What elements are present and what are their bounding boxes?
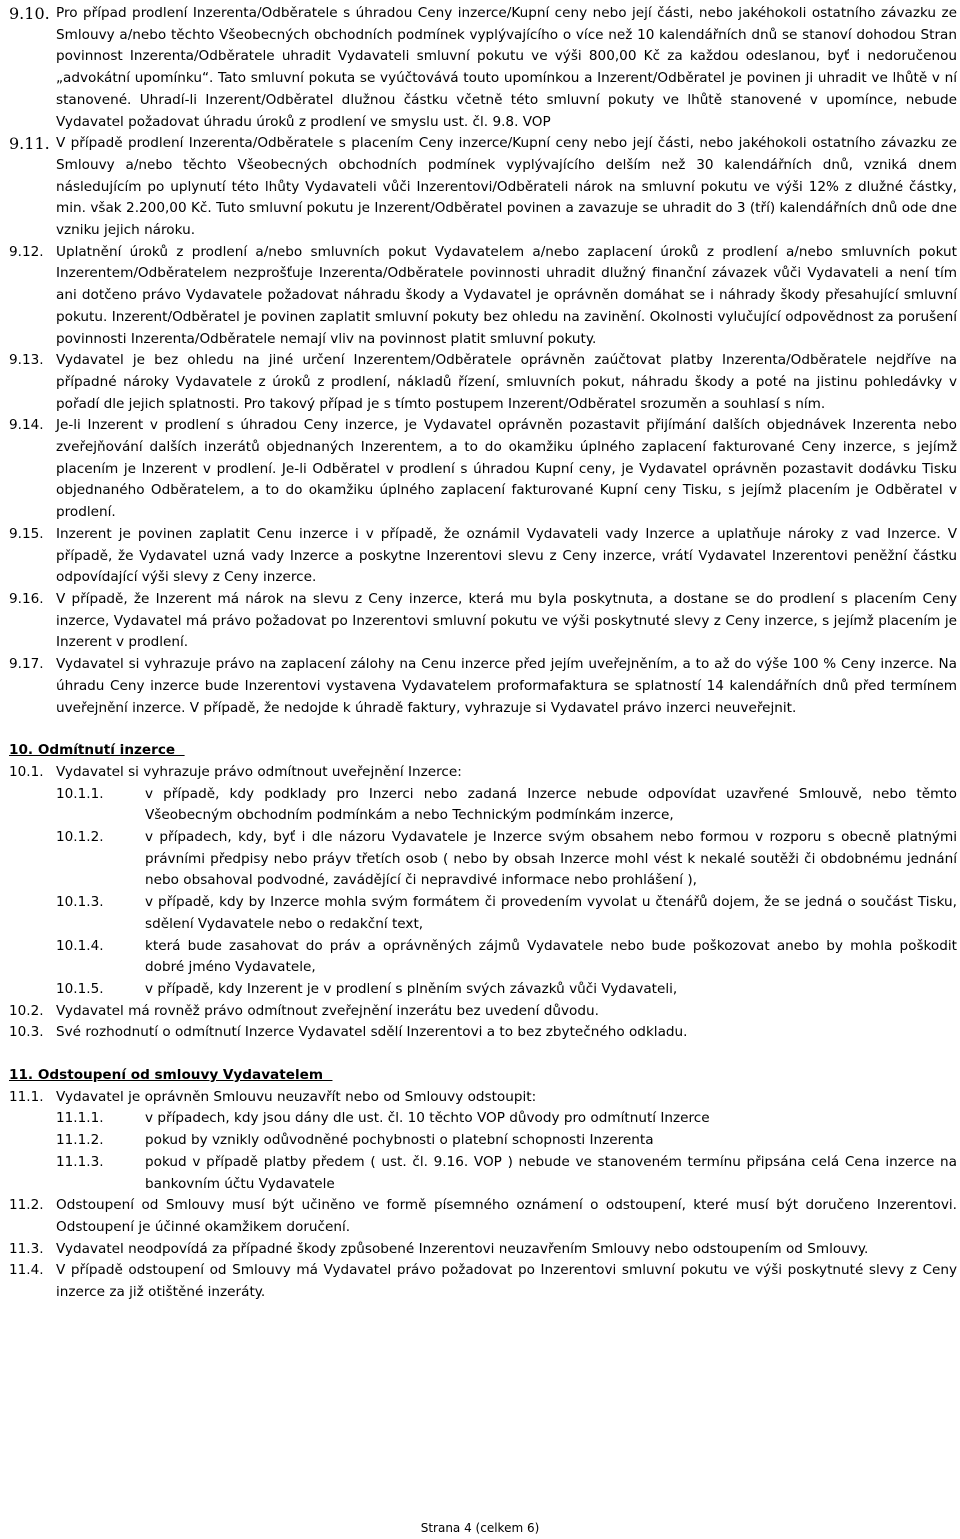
subclause-number: 11.1.3. xyxy=(56,1153,104,1170)
clause-9-17 xyxy=(9,654,957,719)
clause-text: Pro případ prodlení Inzerenta/Odběratele s úhradou Ceny inzerce/Kupní ceny nebo její části, nebo jakéhokoli ostatního závazku ze Smlouvy a/nebo těchto Všeobecných obchodních podmínek vyplývajícího o více než 10 kalendářních dnů se stanoví dohodou Stran povinnost Inzerenta/Odběratele uhradit Vydavateli smluvní pokutu ve výši 800,00 Kč za každou odeslanou, byť i nedoručenou „advokátní upomínku“. Tato smluvní pokuta se vyúčtovává touto upomínkou a Inzerent/Odběratel je povinen ji uhradit ve lhůtě v ní stanovené. Uhradí-li Inzerent/Odběratel dlužnou částku včetně této smluvní pokuty ve lhůtě stanovené v upomínce, nebude Vydavatel požadovat úhradu úroků z prodlení ve smyslu ust. čl. 9.8. VOP xyxy=(56,5,957,130)
subclause-10-1-4 xyxy=(9,936,957,979)
clause-10-1 xyxy=(9,762,957,784)
clause-number: 9.11. xyxy=(9,134,50,154)
subclause-number: 10.1.3. xyxy=(56,894,104,911)
clause-9-10 xyxy=(9,3,957,133)
clause-11-1 xyxy=(9,1087,957,1109)
subclause-11-1-2 xyxy=(9,1130,957,1152)
clause-11-3 xyxy=(9,1239,957,1261)
subclause-number: 10.1.2. xyxy=(56,829,104,846)
subclause-text: která bude zasahovat do práv a oprávněných zájmů Vydavatele nebo bude poškozovat anebo by mohla poškodit dobré jméno Vydavatele, xyxy=(145,937,957,976)
subclause-text: pokud by vznikly odůvodněné pochybnosti o platební schopnosti Inzerenta xyxy=(145,1132,654,1149)
clause-10-3 xyxy=(9,1022,957,1044)
clause-text: Uplatnění úroků z prodlení a/nebo smluvních pokut Vydavatelem a/nebo zaplacení úroků z prodlení a/nebo smluvních pokut Inzerentem/Odběratelem nezprošťuje Inzerenta/Odběratele povinnosti uhradit dlužný finanční závazek vůči Vydavateli a není tím ani dotčeno právo Vydavatele požadovat náhradu škody a Vydavatel je oprávněn domáhat se i náhrady škody přesahující smluvní pokutu. Inzerent/Odběratel je povinen zaplatit smluvní pokuty bez ohledu na zavinění. Okolnosti vylučující odpovědnost za porušení povinnosti Inzerenta/Odběratele nemají vliv na povinnost platit smluvní pokuty. xyxy=(56,243,957,347)
subclause-text: v případě, kdy Inzerent je v prodlení s plněním svých závazků vůči Vydavateli, xyxy=(145,980,678,997)
clause-11-4 xyxy=(9,1260,957,1303)
clause-text: Vydavatel neodpovídá za případné škody způsobené Inzerentovi neuzavřením Smlouvy nebo odstoupením od Smlouvy. xyxy=(56,1240,869,1257)
subclause-text: v případech, kdy, byť i dle názoru Vydavatele je Inzerce svým obsahem nebo formou v rozporu s obecně platnými právními předpisy nebo práyv třetích osob ( nebo by obsah Inzerce mohl vést k nekalé soutěži či obdobnému jednání nebo obsahoval podvodné, zavádějící či nepravdivé informace nebo prohlášení ), xyxy=(145,829,957,889)
subclause-text: v případě, kdy by Inzerce mohla svým formátem či provedením vyvolat u čtenářů dojem, že se jedná o součást Tisku, sdělení Vydavatele nebo o redakční text, xyxy=(145,894,957,932)
clause-number: 9.17. xyxy=(9,656,44,673)
clause-number: 11.1. xyxy=(9,1088,44,1105)
subclause-number: 10.1.1. xyxy=(56,785,104,802)
subclause-10-1-5 xyxy=(9,979,957,1001)
subclause-text: v případech, kdy jsou dány dle ust. čl. 10 těchto VOP důvody pro odmítnutí Inzerce xyxy=(145,1110,710,1127)
clause-9-16 xyxy=(9,589,957,654)
subclause-text: v případě, kdy podklady pro Inzerci nebo zadaná Inzerce nebude odpovídat uzavřené Smlouvě, nebo těmto Všeobecným obchodním podmínkám a nebo Technickým podmínkám inzerce, xyxy=(145,785,957,824)
clause-number: 10.1. xyxy=(9,763,44,780)
subclause-11-1-3 xyxy=(9,1152,957,1195)
subclause-10-1-3 xyxy=(9,892,957,935)
clause-text: Inzerent je povinen zaplatit Cenu inzerce i v případě, že oznámil Vydavateli vady Inzerce a uplatňuje nároky z vad Inzerce. V případě, že Vydavatel uzná vady Inzerce a poskytne Inzerentovi slevu z Ceny inzerce, vrátí Vydavatel Inzerentovi peněžní částku odpovídající výši slevy z Ceny inzerce. xyxy=(56,525,957,586)
clause-number: 9.14. xyxy=(9,417,44,434)
clause-9-15 xyxy=(9,524,957,589)
subclause-10-1-1 xyxy=(9,784,957,827)
subclause-11-1-1 xyxy=(9,1108,957,1130)
section-heading-11: 11. Odstoupení od smlouvy Vydavatelem xyxy=(9,1067,333,1084)
page-number-footer: Strana 4 (celkem 6) xyxy=(420,1521,540,1535)
subclause-number: 11.1.2. xyxy=(56,1132,104,1149)
clause-9-13 xyxy=(9,350,957,415)
clause-number: 9.15. xyxy=(9,525,44,542)
clause-number: 11.4. xyxy=(9,1262,44,1279)
clause-text: V případě odstoupení od Smlouvy má Vydavatel právo požadovat po Inzerentovi smluvní pokutu ve výši poskytnuté slevy z Ceny inzerce za již otištěné inzeráty. xyxy=(56,1262,957,1301)
clause-number: 11.2. xyxy=(9,1197,44,1214)
clause-9-12 xyxy=(9,242,957,351)
clause-number: 9.13. xyxy=(9,352,44,369)
subclause-number: 11.1.1. xyxy=(56,1110,104,1127)
clause-text: Vydavatel si vyhrazuje právo odmítnout uveřejnění Inzerce: xyxy=(56,763,462,780)
clause-text: Odstoupení od Smlouvy musí být učiněno ve formě písemného oznámení o odstoupení, které musí být doručeno Inzerentovi. Odstoupení je účinné okamžikem doručení. xyxy=(56,1197,957,1235)
clause-number: 9.16. xyxy=(9,590,44,607)
clause-number: 10.2. xyxy=(9,1002,44,1019)
clause-text: Vydavatel si vyhrazuje právo na zaplacení zálohy na Cenu inzerce před jejím uveřejněním, a to až do výše 100 % Ceny inzerce. Na úhradu Ceny inzerce bude Inzerentovi vystavena Vydavatelem proformafaktura se splatností 14 kalendářních dnů před termínem uveřejnění inzerce. V případě, že nedojde k úhradě faktury, vyhrazuje si Vydavatel právo inzerci neuveřejnit. xyxy=(56,656,957,716)
clause-text: V případě, že Inzerent má nárok na slevu z Ceny inzerce, která mu byla poskytnuta, a dostane se do prodlení s placením Ceny inzerce, Vydavatel má právo požadovat po Inzerentovi smluvní pokutu ve výši poskytnuté slevy z Ceny inzerce, s jejímž placením je Inzerent v prodlení. xyxy=(56,590,957,651)
clause-number: 9.10. xyxy=(9,4,50,23)
subclause-number: 10.1.4. xyxy=(56,937,104,954)
subclause-text: pokud v případě platby předem ( ust. čl. 9.16. VOP ) nebude ve stanoveném termínu připsána celá Cena inzerce na bankovním účtu Vydavatele xyxy=(145,1153,957,1192)
clause-number: 9.12. xyxy=(9,243,44,260)
clause-text: Je-li Inzerent v prodlení s úhradou Ceny inzerce, je Vydavatel oprávněn pozastavit přijímání dalších objednávek Inzerenta nebo zveřejňování dalších inzerátů objednaných Inzerentem, a to do okamžiku úplného zaplacení fakturované Ceny inzerce, s jejímž placením je Inzerent v prodlení. Je-li Odběratel v prodlení s úhradou Kupní ceny, je Vydavatel oprávněn pozastavit dodávku Tisku objednaného Odběratelem, a to do okamžiku úplného zaplacení fakturované Kupní ceny Tisku, s jejímž placením je Odběratel v prodlení. xyxy=(56,417,957,521)
section-heading-10: 10. Odmítnutí inzerce xyxy=(9,742,185,759)
clause-text: Vydavatel má rovněž právo odmítnout zveřejnění inzerátu bez uvedení důvodu. xyxy=(56,1002,599,1019)
subclause-number: 10.1.5. xyxy=(56,980,104,997)
clause-9-14 xyxy=(9,415,957,524)
clause-number: 11.3. xyxy=(9,1240,44,1257)
clause-text: V případě prodlení Inzerenta/Odběratele s placením Ceny inzerce/Kupní ceny nebo její části, nebo jakéhokoli ostatního závazku ze Smlouvy a/nebo těchto Všeobecných obchodních podmínek vyplývajícího delším než 30 kalendářních dnů, vzniká dnem následujícím po uplynutí této lhůty Vydavateli vůči Inzerentovi/Odběrateli nárok na smluvní pokutu ve výši 12% z dlužné částky, min. však 2.200,00 Kč. Tuto smluvní pokutu je Inzerent/Odběratel povinen a zavazuje se uhradit do 3 (tří) kalendářních dnů ode dne vzniku jejich nároku. xyxy=(56,135,957,239)
clause-number: 10.3. xyxy=(9,1024,44,1041)
clause-text: Vydavatel je bez ohledu na jiné určení Inzerentem/Odběratele oprávněn zaúčtovat platby Inzerenta/Odběratele nejdříve na případné nároky Vydavatele z úroků z prodlení, nákladů řízení, smluvních pokut, náhradu škody a poté na jistinu pohledávky v pořadí dle jejich splatnosti. Pro takový případ je s tímto postupem Inzerent/Odběratel srozuměn a souhlasí s ním. xyxy=(56,352,957,412)
clause-9-11 xyxy=(9,133,957,242)
clause-11-2 xyxy=(9,1195,957,1238)
clause-text: Své rozhodnutí o odmítnutí Inzerce Vydavatel sdělí Inzerentovi a to bez zbytečného odkladu. xyxy=(56,1024,688,1041)
clause-10-2 xyxy=(9,1001,957,1023)
subclause-10-1-2 xyxy=(9,827,957,892)
clause-text: Vydavatel je oprávněn Smlouvu neuzavřít nebo od Smlouvy odstoupit: xyxy=(56,1088,537,1105)
document-body xyxy=(9,3,957,1304)
